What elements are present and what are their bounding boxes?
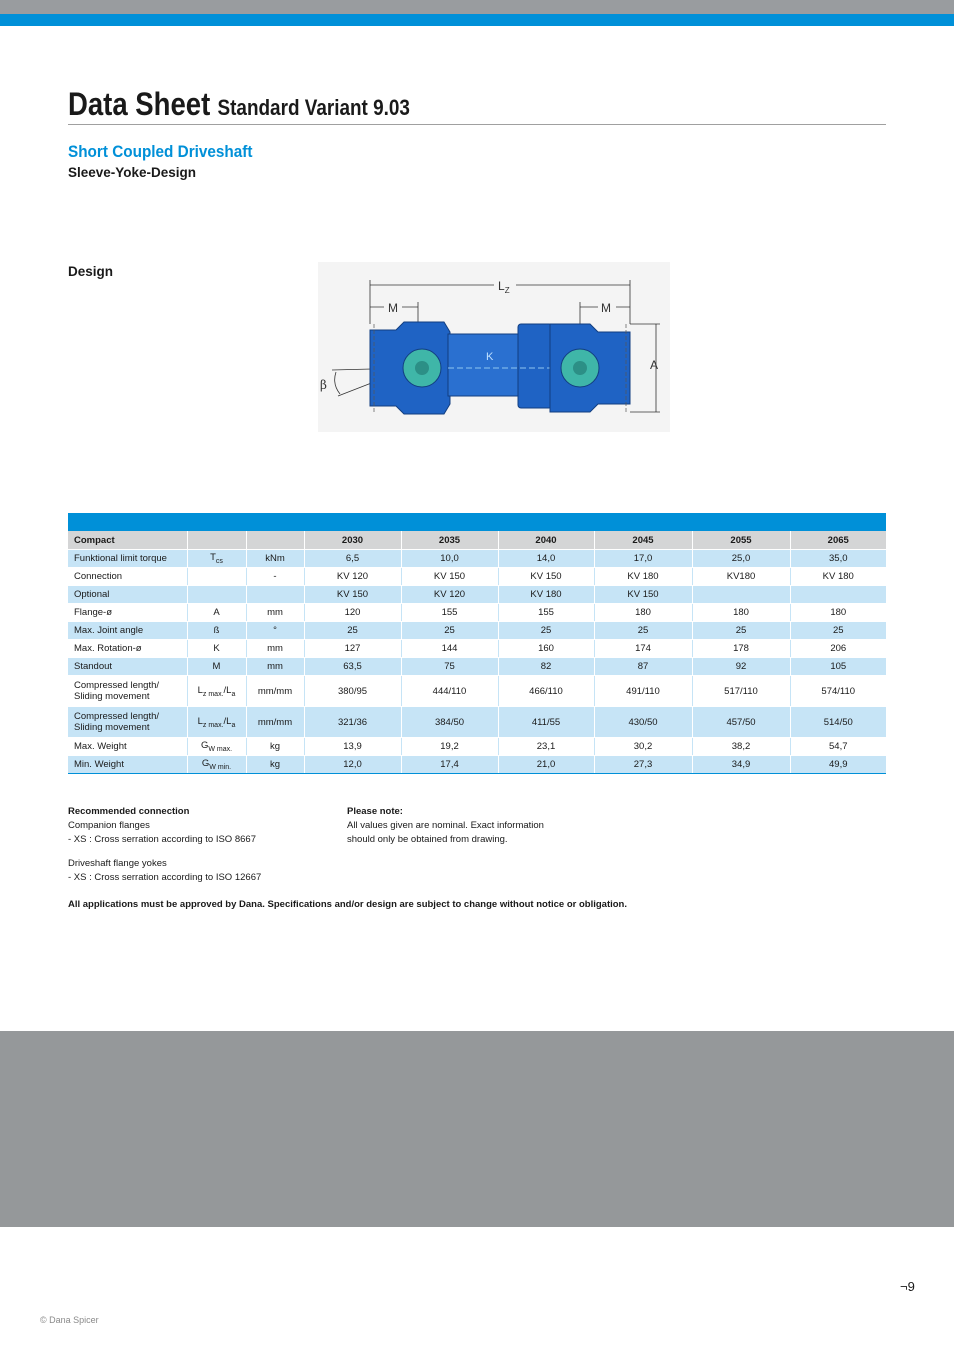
design-label: Design: [68, 264, 114, 279]
table-cell: 25: [790, 622, 886, 640]
table-cell: 63,5: [304, 658, 401, 676]
table-cell: 321/36: [304, 707, 401, 738]
header-cell: Compact: [68, 531, 187, 550]
table-cell: 30,2: [594, 738, 692, 756]
table-cell: 180: [594, 604, 692, 622]
table-cell: KV 150: [498, 568, 594, 586]
a-label: A: [650, 358, 659, 372]
notes-heading: Recommended connection: [68, 806, 190, 817]
page-number: ¬9: [900, 1279, 915, 1294]
approval-disclaimer: All applications must be approved by Dana. Specifications and/or design are subject to change without notice or obligation.: [68, 899, 627, 910]
row-unit: mm: [246, 640, 304, 658]
table-cell: 92: [692, 658, 790, 676]
notes-line: All values given are nominal. Exact information: [347, 820, 544, 831]
table-row: [68, 676, 886, 707]
notes-line: Driveshaft flange yokes: [68, 858, 167, 869]
table-cell: 25: [498, 622, 594, 640]
row-label: Connection: [68, 568, 187, 586]
table-header-row: [68, 531, 886, 550]
table-cell: 54,7: [790, 738, 886, 756]
row-unit: mm: [246, 658, 304, 676]
section-subtitle: Sleeve-Yoke-Design: [68, 165, 197, 180]
row-symbol: K: [187, 640, 246, 658]
notes-heading: Please note:: [347, 806, 403, 817]
table-cell: 10,0: [401, 550, 498, 568]
row-label: Min. Weight: [68, 756, 187, 774]
table-cell: 155: [401, 604, 498, 622]
table-cell: 384/50: [401, 707, 498, 738]
table-cell: 75: [401, 658, 498, 676]
table-cell: 160: [498, 640, 594, 658]
table-cell: KV 180: [498, 586, 594, 604]
table-cell: 178: [692, 640, 790, 658]
table-cell: 14,0: [498, 550, 594, 568]
table-cell: 12,0: [304, 756, 401, 774]
table-cell: 38,2: [692, 738, 790, 756]
notes-line: - XS : Cross serration according to ISO 8667: [68, 834, 256, 845]
header-cell: [246, 531, 304, 550]
row-unit: [246, 586, 304, 604]
row-unit: mm/mm: [246, 707, 304, 738]
table-row: [68, 756, 886, 774]
row-label: Optional: [68, 586, 187, 604]
lz-label: $L_Z$: [498, 279, 510, 295]
table-title-bar: [68, 513, 886, 531]
table-cell: 25: [692, 622, 790, 640]
title-main: Data Sheet: [68, 86, 211, 122]
table-cell: 105: [790, 658, 886, 676]
header-cell: 2035: [401, 531, 498, 550]
row-label: Funktional limit torque: [68, 550, 187, 568]
row-symbol: $L_{z max.}/L_a$: [187, 707, 246, 738]
row-symbol: $T_{cs}$: [187, 550, 246, 568]
beta-label: β: [320, 378, 327, 392]
header-cell: 2065: [790, 531, 886, 550]
title-divider: [68, 124, 886, 125]
table-cell: 87: [594, 658, 692, 676]
table-cell: 25,0: [692, 550, 790, 568]
row-symbol: $G_{W min.}$: [187, 756, 246, 774]
table-cell: KV 120: [304, 568, 401, 586]
table-cell: 34,9: [692, 756, 790, 774]
row-symbol: [187, 586, 246, 604]
table-cell: 180: [790, 604, 886, 622]
table-cell: 466/110: [498, 676, 594, 707]
notes-line: should only be obtained from drawing.: [347, 834, 508, 845]
table-cell: [692, 586, 790, 604]
row-unit: mm/mm: [246, 676, 304, 707]
row-unit: mm: [246, 604, 304, 622]
table-cell: 574/110: [790, 676, 886, 707]
row-unit: kNm: [246, 550, 304, 568]
row-unit: kg: [246, 738, 304, 756]
table-row: [68, 568, 886, 586]
table-row: [68, 550, 886, 568]
section-title: Short Coupled Driveshaft: [68, 142, 253, 161]
table-cell: 491/110: [594, 676, 692, 707]
row-symbol: $L_{z max.}/L_a$: [187, 676, 246, 707]
row-symbol: M: [187, 658, 246, 676]
table-cell: KV 150: [594, 586, 692, 604]
m-right-label: M: [601, 301, 611, 315]
header-cell: 2030: [304, 531, 401, 550]
table-cell: 180: [692, 604, 790, 622]
header-cell: 2040: [498, 531, 594, 550]
table-cell: 21,0: [498, 756, 594, 774]
row-symbol: ß: [187, 622, 246, 640]
table-cell: [790, 586, 886, 604]
row-label: Standout: [68, 658, 187, 676]
notes-line: Companion flanges: [68, 820, 150, 831]
right-joint-hub: [573, 361, 587, 375]
table-cell: 380/95: [304, 676, 401, 707]
table-cell: 144: [401, 640, 498, 658]
row-unit: -: [246, 568, 304, 586]
table-row: [68, 604, 886, 622]
table-cell: 35,0: [790, 550, 886, 568]
table-row: [68, 640, 886, 658]
table-row: [68, 738, 886, 756]
table-cell: KV 120: [401, 586, 498, 604]
table-cell: 155: [498, 604, 594, 622]
row-unit: °: [246, 622, 304, 640]
table-row: [68, 622, 886, 640]
table-cell: 17,0: [594, 550, 692, 568]
page-mark: ¬: [900, 1279, 908, 1294]
table-row: [68, 658, 886, 676]
driveshaft-drawing: [318, 262, 670, 432]
table-cell: 17,4: [401, 756, 498, 774]
sleeve-collar: [518, 324, 552, 408]
table-cell: 23,1: [498, 738, 594, 756]
header-cell: 2045: [594, 531, 692, 550]
recommended-connection-notes: [68, 805, 261, 885]
header-cell: 2055: [692, 531, 790, 550]
table-cell: 25: [594, 622, 692, 640]
table-cell: 517/110: [692, 676, 790, 707]
row-label: Flange-ø: [68, 604, 187, 622]
spec-table: [68, 531, 886, 774]
top-blue-band: [0, 14, 954, 26]
row-label: Compressed length/ Sliding movement: [68, 707, 187, 738]
please-note: [347, 805, 544, 847]
table-cell: 514/50: [790, 707, 886, 738]
row-label: Max. Weight: [68, 738, 187, 756]
copyright: © Dana Spicer: [40, 1315, 99, 1325]
table-cell: KV 180: [790, 568, 886, 586]
table-cell: 457/50: [692, 707, 790, 738]
row-symbol: [187, 568, 246, 586]
m-left-label: M: [388, 301, 398, 315]
header-cell: [187, 531, 246, 550]
row-symbol: A: [187, 604, 246, 622]
left-joint-hub: [415, 361, 429, 375]
row-label: Max. Joint angle: [68, 622, 187, 640]
table-cell: 174: [594, 640, 692, 658]
page-title: [68, 86, 410, 123]
table-cell: 6,5: [304, 550, 401, 568]
table-cell: KV 150: [304, 586, 401, 604]
table-cell: 19,2: [401, 738, 498, 756]
table-cell: 120: [304, 604, 401, 622]
table-row: [68, 707, 886, 738]
table-cell: 25: [401, 622, 498, 640]
row-unit: kg: [246, 756, 304, 774]
row-symbol: $G_{W max.}$: [187, 738, 246, 756]
table-cell: 82: [498, 658, 594, 676]
table-cell: 127: [304, 640, 401, 658]
notes-line: - XS : Cross serration according to ISO 12667: [68, 872, 262, 883]
row-label: Compressed length/ Sliding movement: [68, 676, 187, 707]
table-cell: 411/55: [498, 707, 594, 738]
table-cell: 206: [790, 640, 886, 658]
table-cell: 13,9: [304, 738, 401, 756]
table-cell: KV180: [692, 568, 790, 586]
title-sub: Standard Variant 9.03: [217, 95, 410, 120]
bottom-grey-band: [0, 1031, 954, 1227]
table-cell: 430/50: [594, 707, 692, 738]
table-cell: KV 150: [401, 568, 498, 586]
row-label: Max. Rotation-ø: [68, 640, 187, 658]
driveshaft-diagram: [318, 262, 670, 432]
table-row: [68, 586, 886, 604]
top-grey-band: [0, 0, 954, 14]
table-cell: 25: [304, 622, 401, 640]
table-cell: 27,3: [594, 756, 692, 774]
table-cell: 444/110: [401, 676, 498, 707]
k-label: K: [486, 351, 494, 363]
table-cell: KV 180: [594, 568, 692, 586]
table-cell: 49,9: [790, 756, 886, 774]
